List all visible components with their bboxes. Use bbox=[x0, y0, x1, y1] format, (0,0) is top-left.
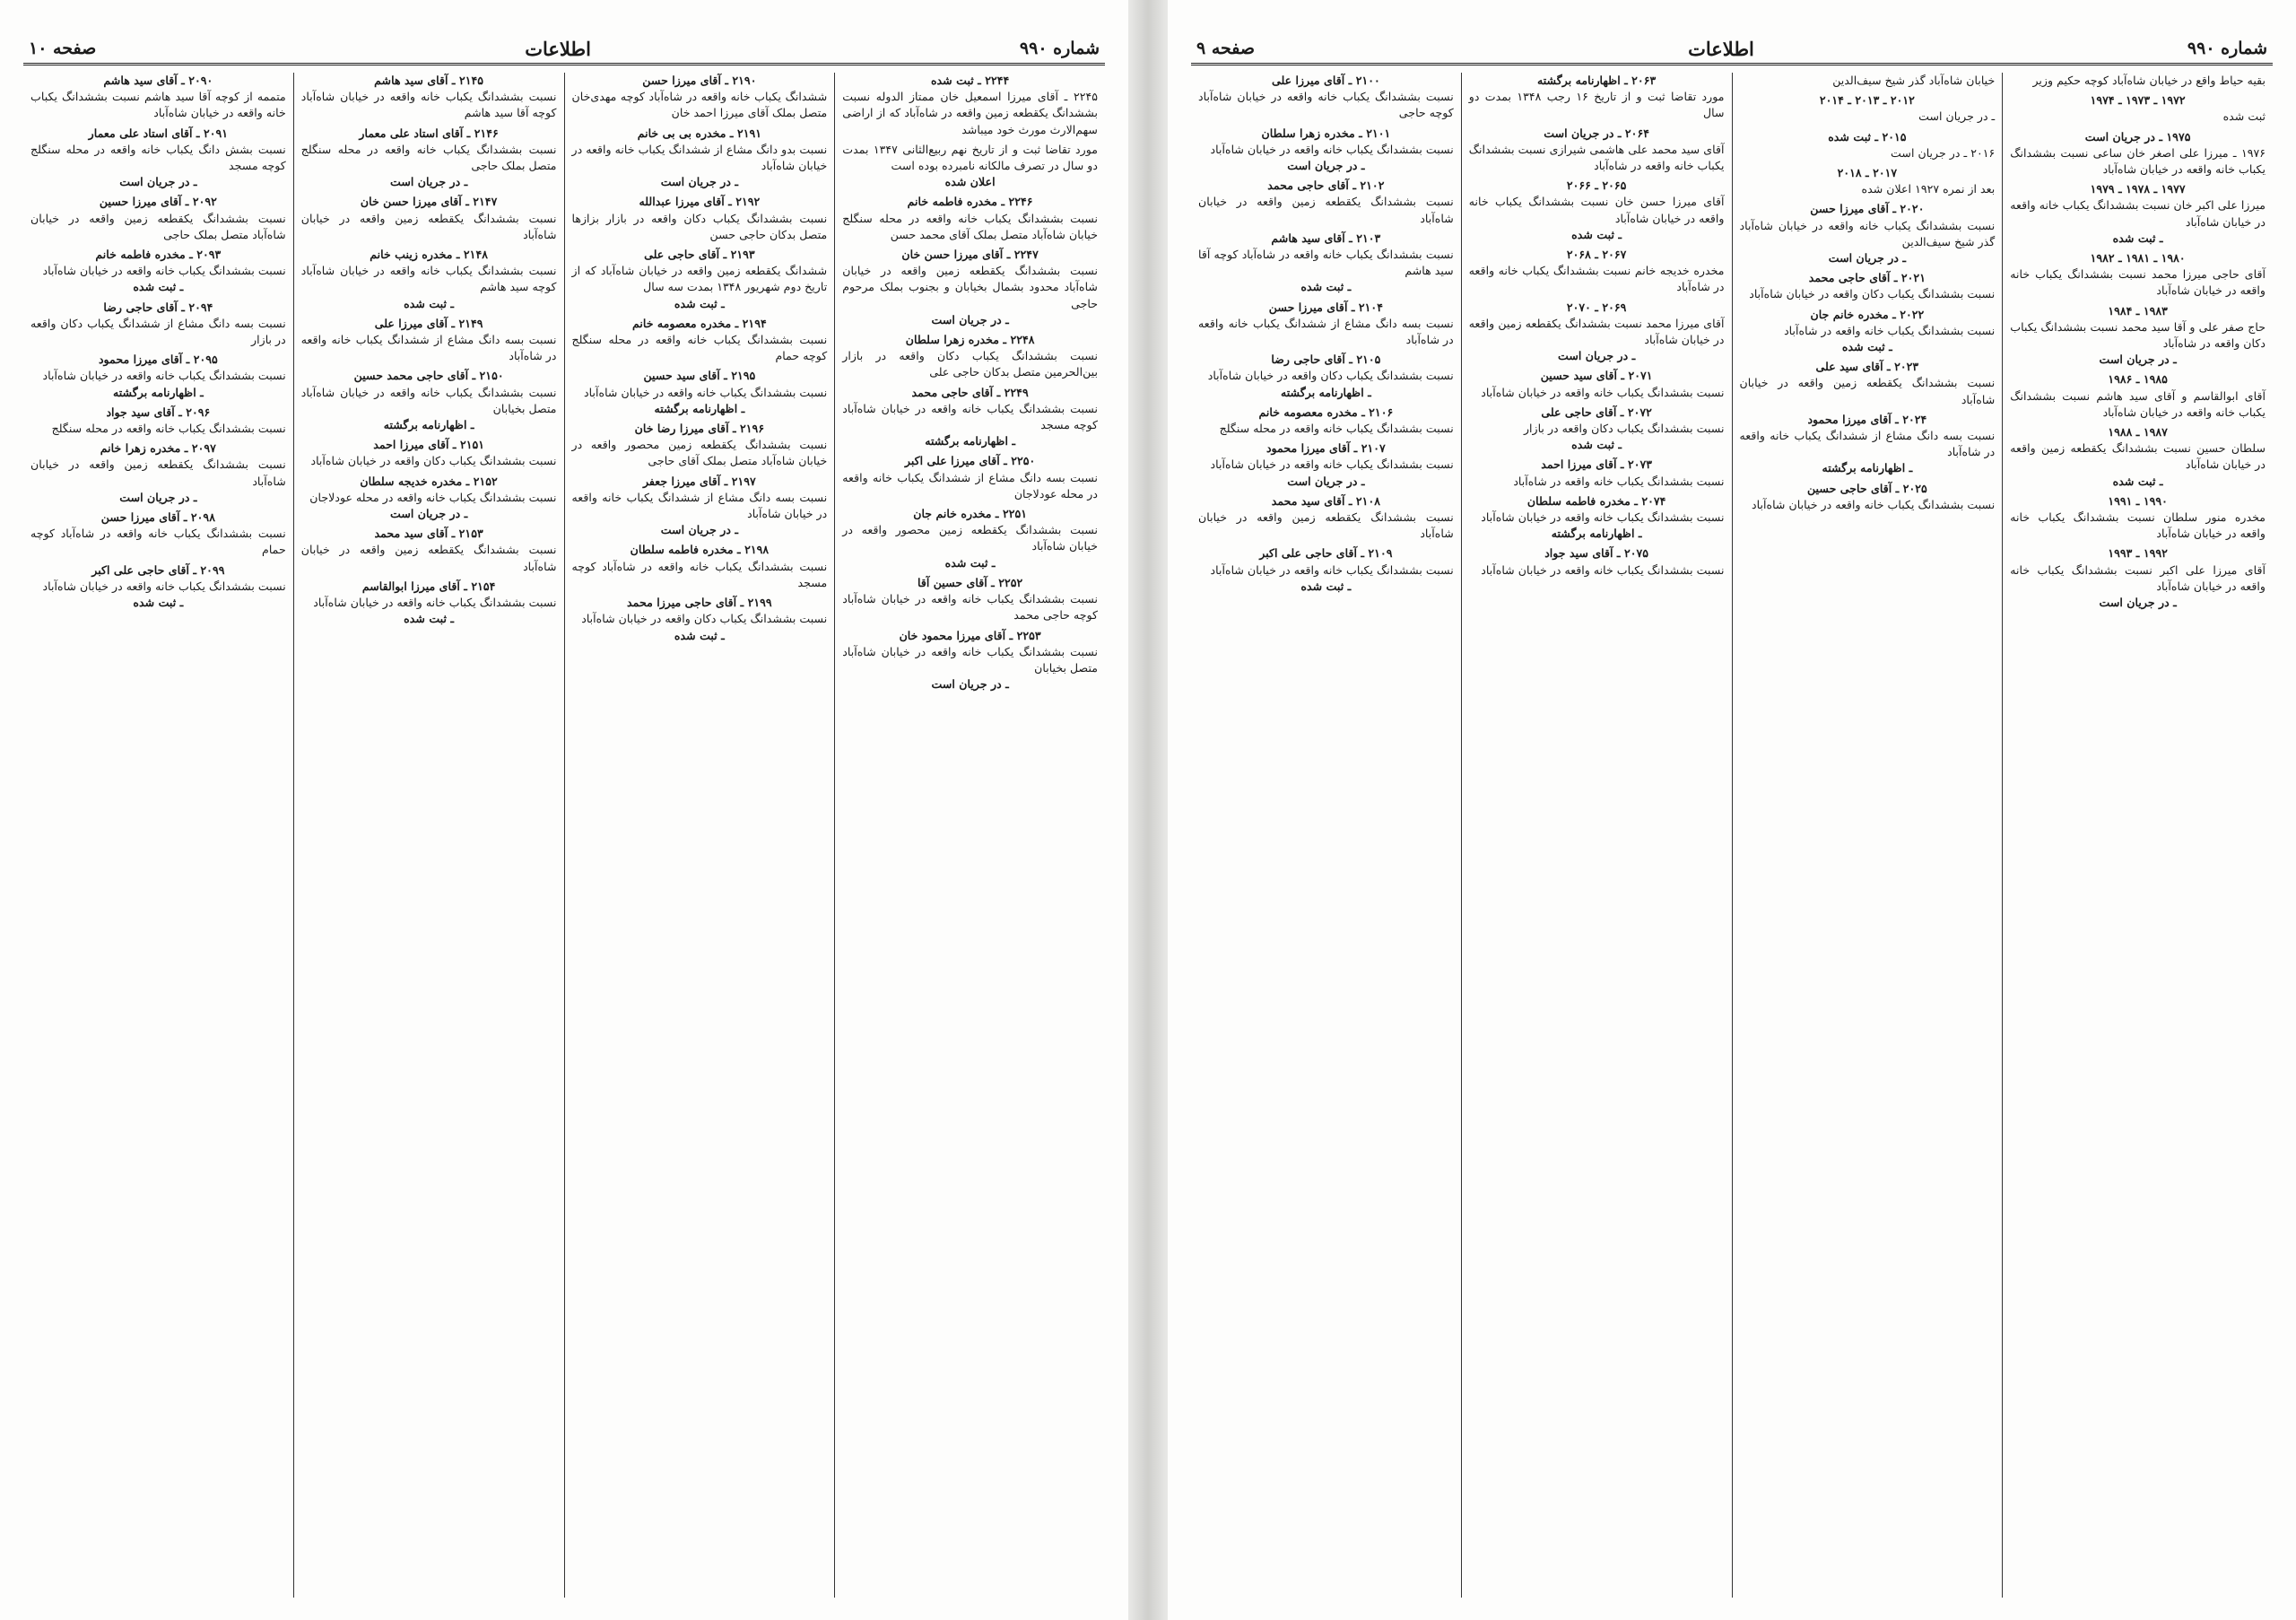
registry-entry bbox=[1740, 165, 1996, 197]
entry-heading: ۲۱۵۴ ـ آقای میرزا ابوالقاسم bbox=[361, 579, 496, 593]
entry-status: ـ اظهارنامه برگشته bbox=[925, 434, 1016, 449]
entry-heading: ۲۲۵۲ ـ آقای حسین آقا bbox=[917, 575, 1023, 589]
entry-heading: ۲۰۷۳ ـ آقای میرزا احمد bbox=[1541, 457, 1652, 472]
entry-body: نسبت بششدانگ یکقطعه زمین واقعه در خیابان شاه‌آباد bbox=[300, 543, 557, 573]
entry-heading: ۲۲۴۶ ـ مخدره فاطمه خانم bbox=[907, 195, 1033, 209]
entry-heading: ۲۱۵۲ ـ مخدره خدیجه سلطان bbox=[360, 474, 498, 488]
entry-heading: ۲۱۹۱ ـ مخدره بی بی خانم bbox=[637, 126, 762, 140]
entry-body: ششدانگ یکقطعه زمین واقعه در خیابان شاه‌آباد که از تاریخ دوم شهریور ۱۳۴۸ بمدت سه سال bbox=[571, 264, 828, 294]
entry-heading: ۲۱۹۳ ـ آقای حاجی علی bbox=[644, 248, 755, 262]
registry-entry bbox=[1740, 359, 1996, 408]
entry-body: نسبت بششدانگ یکباب خانه واقعه در شاه‌آباد bbox=[1513, 474, 1725, 488]
entry-body: نسبت بسه دانگ مشاع از ششدانگ یکباب خانه واقعه در خیابان شاه‌آباد bbox=[571, 490, 828, 521]
registry-entry bbox=[30, 126, 286, 191]
entry-body: مخدره منور سلطان نسبت بششدانگ یکباب خانه واقعه در خیابان شاه‌آباد bbox=[2010, 510, 2266, 541]
entry-heading: ۲۲۵۳ ـ آقای میرزا محمود خان bbox=[899, 628, 1041, 642]
right-page bbox=[1168, 0, 2296, 1620]
entry-body: نسبت بسه دانگ مشاع از ششدانگ یکباب خانه واقعه در شاه‌آباد bbox=[300, 333, 557, 363]
entry-body: آقای حاجی میرزا محمد نسبت بششدانگ یکباب خانه واقعه در خیابان شاه‌آباد bbox=[2010, 267, 2266, 298]
registry-entry bbox=[30, 510, 286, 559]
entry-status: ـ در جریان است bbox=[931, 312, 1009, 327]
text-column bbox=[1461, 73, 1732, 1598]
entry-body: میرزا علی اکبر خان نسبت بششدانگ یکباب خانه واقعه در خیابان شاه‌آباد bbox=[2010, 198, 2266, 229]
entry-body: نسبت بششدانگ یکباب خانه واقعه در خیابان شاه‌آباد bbox=[1481, 562, 1725, 577]
entry-body: بعد از نمره ۱۹۲۷ اعلان شده bbox=[1861, 182, 1996, 196]
entry-body: نسبت بششدانگ یکباب خانه واقعه در خیابان شاه‌آباد bbox=[1481, 510, 1725, 525]
entry-heading: ۲۱۰۶ ـ مخدره معصومه خانم bbox=[1258, 405, 1394, 419]
registry-entry bbox=[30, 562, 286, 612]
registry-entry bbox=[1198, 405, 1454, 437]
entry-heading: ۱۹۷۵ ـ در جریان است bbox=[2084, 129, 2191, 144]
entry-status: ـ ثبت شده bbox=[133, 596, 184, 610]
entry-status: ـ در جریان است bbox=[2099, 353, 2177, 367]
entry-heading: ۲۰۹۲ ـ آقای میرزا حسین bbox=[99, 195, 217, 209]
entry-body: نسبت بششدانگ یکباب خانه واقعه در خیابان شاه‌آباد کوچه سید هاشم bbox=[300, 264, 557, 294]
entry-heading: ۲۲۴۷ ـ آقای میرزا حسن خان bbox=[901, 248, 1039, 262]
entry-heading: ۲۰۷۲ ـ آقای حاجی علی bbox=[1541, 405, 1652, 419]
registry-entry bbox=[1740, 73, 1996, 89]
text-column bbox=[1732, 73, 2003, 1598]
entry-heading: ۲۰۶۹ ـ ۲۰۷۰ bbox=[1566, 300, 1627, 314]
entry-status: ـ در جریان است bbox=[119, 490, 197, 504]
entry-body: نسبت بششدانگ یکباب دکان واقعه در خیابان شاه‌آباد bbox=[1749, 287, 1996, 301]
page-header bbox=[23, 36, 1105, 65]
entry-body: ششدانگ یکباب خانه واقعه در شاه‌آباد کوچه مهدی‌خان متصل بملک آقای میرزا احمد خان bbox=[571, 90, 828, 120]
entry-body: نسبت بششدانگ یکباب خانه واقعه در شاه‌آباد کوچه آقا سید هاشم bbox=[1198, 248, 1454, 278]
entry-body: نسبت بششدانگ یکباب خانه واقعه در محله سنگلج کوچه حمام bbox=[571, 333, 828, 363]
entry-heading: ۱۹۹۲ ـ ۱۹۹۳ bbox=[2108, 546, 2168, 561]
registry-entry bbox=[301, 437, 557, 469]
text-column bbox=[834, 73, 1105, 1598]
entry-body: نسبت بششدانگ یکباب خانه واقعه در خیابان شاه‌آباد کوچه حاجی bbox=[1198, 90, 1454, 120]
entry-body: ۱۹۷۶ ـ میرزا علی اصغر خان ساعی نسبت بششدانگ یکباب خانه واقعه در خیابان شاه‌آباد bbox=[2010, 145, 2266, 177]
entry-body: نسبت بششدانگ یکقطعه زمین واقعه در خیابان شاه‌آباد bbox=[30, 457, 286, 488]
entry-heading: ۱۹۸۵ ـ ۱۹۸۶ bbox=[2108, 372, 2168, 387]
registry-entry bbox=[1740, 201, 1996, 266]
registry-entry bbox=[30, 300, 286, 349]
entry-status: ـ ثبت شده bbox=[404, 296, 455, 310]
entry-body: نسبت بششدانگ یکقطعه زمین واقعه در خیابان شاه‌آباد متصل بملک حاجی bbox=[30, 211, 286, 241]
entry-body: نسبت بششدانگ یکباب خانه واقعه در خیابان شاه‌آباد bbox=[584, 385, 828, 399]
entry-body: نسبت بششدانگ یکقطعه زمین واقعه در خیابان شاه‌آباد bbox=[300, 211, 557, 241]
entry-status: ـ ثبت شده bbox=[1571, 227, 1622, 241]
registry-entry bbox=[2010, 371, 2266, 421]
registry-entry bbox=[572, 247, 828, 312]
entry-heading: ۲۱۰۲ ـ آقای حاجی محمد bbox=[1267, 179, 1385, 193]
registry-entry bbox=[301, 368, 557, 433]
entry-body: خیابان شاه‌آباد گذر شیخ سیف‌الدین bbox=[1832, 74, 1996, 87]
entry-status: ـ ثبت شده bbox=[1571, 438, 1622, 452]
registry-entry bbox=[842, 575, 1098, 624]
entry-status: ـ در جریان است bbox=[1557, 349, 1636, 363]
registry-entry bbox=[842, 142, 1098, 191]
registry-entry bbox=[842, 628, 1098, 693]
issue-number: شماره ۹۹۰ bbox=[2187, 39, 2267, 58]
registry-entry bbox=[1198, 440, 1454, 490]
registry-entry bbox=[2010, 424, 2266, 490]
entry-heading: ۲۰۹۳ ـ مخدره فاطمه خانم bbox=[95, 248, 222, 262]
entry-heading: ۲۱۰۹ ـ آقای حاجی علی اکبر bbox=[1259, 546, 1393, 561]
entry-body: نسبت بششدانگ یکباب خانه واقعه در شاه‌آباد bbox=[1784, 323, 1996, 337]
entry-heading: ۲۱۵۱ ـ آقای میرزا احمد bbox=[373, 438, 484, 452]
entry-body: نسبت بششدانگ یکقطعه زمین واقعه در خیابان شاه‌آباد bbox=[1739, 376, 1996, 406]
registry-entry bbox=[1740, 307, 1996, 356]
registry-entry bbox=[842, 73, 1098, 138]
column-group bbox=[23, 73, 1105, 1598]
entry-heading: ۲۰۹۵ ـ آقای میرزا محمود bbox=[98, 353, 218, 367]
entry-heading: ۱۹۹۰ ـ ۱۹۹۱ bbox=[2108, 493, 2168, 508]
entry-heading: ۱۹۸۷ ـ ۱۹۸۸ bbox=[2108, 425, 2168, 440]
entry-body: نسبت بششدانگ یکقطعه زمین واقعه در خیابان شاه‌آباد bbox=[1198, 510, 1454, 541]
registry-entry bbox=[301, 316, 557, 365]
entry-body: نسبت بسه دانگ مشاع از ششدانگ یکباب خانه واقعه در محله عودلاجان bbox=[842, 470, 1098, 501]
entry-heading: ۲۰۱۲ ـ ۲۰۱۳ ـ ۲۰۱۴ bbox=[1819, 93, 1915, 108]
registry-entry bbox=[572, 194, 828, 243]
entry-body: نسبت بششدانگ یکباب دکان واقعه در بازار بزازها متصل بدکان حاجی حسن bbox=[571, 211, 828, 241]
registry-entry bbox=[1469, 457, 1725, 489]
registry-entry bbox=[1198, 231, 1454, 296]
entry-heading: ۲۱۴۷ ـ آقای میرزا حسن خان bbox=[360, 195, 498, 209]
registry-entry bbox=[1198, 178, 1454, 227]
text-column bbox=[293, 73, 564, 1598]
page-fold bbox=[1128, 0, 1168, 1620]
entry-heading: ۲۰۹۹ ـ آقای حاجی علی اکبر bbox=[91, 562, 225, 577]
entry-body: نسبت بششدانگ یکقطعه زمین واقعه در خیابان شاه‌آباد bbox=[1198, 195, 1454, 225]
registry-entry bbox=[301, 126, 557, 191]
entry-body: نسبت بدو دانگ مشاع از ششدانگ یکباب خانه واقعه در خیابان شاه‌آباد bbox=[571, 142, 828, 173]
entry-status: ـ در جریان است bbox=[931, 677, 1009, 692]
registry-entry bbox=[1469, 126, 1725, 175]
entry-status: ـ اظهارنامه برگشته bbox=[112, 385, 204, 399]
entry-body: نسبت بششدانگ یکباب خانه واقعه در خیابان شاه‌آباد bbox=[42, 369, 286, 383]
entry-heading: ۲۱۴۶ ـ آقای استاد علی معمار bbox=[359, 126, 499, 140]
page-number: صفحه ۹ bbox=[1196, 39, 1256, 58]
entry-heading: ۲۱۵۳ ـ آقای سید محمد bbox=[374, 527, 483, 541]
registry-entry bbox=[842, 247, 1098, 328]
registry-entry bbox=[572, 316, 828, 365]
entry-body: نسبت بششدانگ یکباب خانه واقعه در خیابان شاه‌آباد bbox=[1752, 497, 1996, 511]
entry-body: ـ در جریان است bbox=[1918, 109, 1996, 124]
registry-entry bbox=[2010, 250, 2266, 300]
entry-body: نسبت بششدانگ یکباب خانه واقعه در خیابان شاه‌آباد bbox=[313, 596, 557, 610]
registry-entry bbox=[30, 440, 286, 506]
registry-entry bbox=[2010, 73, 2266, 89]
entry-body: ثبت شده bbox=[2222, 109, 2266, 124]
entry-body: نسبت بششدانگ یکباب خانه واقعه در شاه‌آباد کوچه حمام bbox=[30, 527, 286, 557]
registry-entry bbox=[1469, 368, 1725, 400]
entry-status: ـ ثبت شده bbox=[674, 296, 725, 310]
entry-status: ـ اظهارنامه برگشته bbox=[1280, 385, 1371, 399]
registry-entry bbox=[30, 194, 286, 243]
registry-entry bbox=[301, 73, 557, 122]
entry-body: نسبت بششدانگ یکباب خانه واقعه در محله عودلاجان bbox=[309, 490, 557, 504]
registry-entry bbox=[842, 385, 1098, 450]
entry-status: ـ ثبت شده bbox=[674, 628, 725, 642]
entry-body: نسبت بششدانگ یکباب دکان واقعه در بازار bbox=[1523, 422, 1725, 436]
entry-heading: ۲۰۹۱ ـ آقای استاد علی معمار bbox=[88, 126, 229, 140]
entry-heading: ۲۱۴۹ ـ آقای میرزا علی bbox=[374, 316, 483, 330]
entry-heading: ۱۹۷۷ ـ ۱۹۷۸ ـ ۱۹۷۹ bbox=[2090, 182, 2186, 196]
registry-entry bbox=[30, 73, 286, 122]
registry-entry bbox=[1198, 73, 1454, 122]
entry-heading: ۲۰۶۴ ـ در جریان است bbox=[1544, 126, 1649, 140]
entry-heading: ۲۰۹۰ ـ آقای سید هاشم bbox=[103, 74, 213, 87]
registry-entry bbox=[572, 368, 828, 417]
entry-heading: ۲۲۴۸ ـ مخدره زهرا سلطان bbox=[905, 333, 1035, 347]
entry-body: نسبت بششدانگ یکباب خانه واقعه در خیابان شاه‌آباد متصل بخیابان bbox=[842, 644, 1098, 675]
entry-heading: ۱۹۸۰ ـ ۱۹۸۱ ـ ۱۹۸۲ bbox=[2090, 251, 2186, 266]
entry-heading: ۲۰۷۴ ـ مخدره فاطمه سلطان bbox=[1526, 493, 1666, 508]
registry-entry bbox=[301, 194, 557, 243]
entry-body: نسبت بششدانگ یکباب خانه واقعه در محله سنگلج bbox=[1219, 422, 1454, 436]
entry-status: ـ در جریان است bbox=[389, 175, 468, 189]
entry-body: نسبت بششدانگ یکقطعه زمین محصور واقعه در خیابان شاه‌آباد متصل بملک آقای حاجی bbox=[571, 438, 828, 468]
entry-body: بقیه حیاط واقع در خیابان شاه‌آباد کوچه حکیم وزیر bbox=[2032, 74, 2266, 87]
entry-heading: ۲۰۶۳ ـ اظهارنامه برگشته bbox=[1537, 74, 1657, 87]
registry-entry bbox=[572, 474, 828, 539]
entry-heading: ۲۰۹۴ ـ آقای حاجی رضا bbox=[103, 300, 213, 314]
entry-heading: ۲۱۹۷ ـ آقای میرزا جعفر bbox=[642, 474, 756, 488]
entry-status: ـ ثبت شده bbox=[1300, 280, 1352, 294]
entry-heading: ۲۱۹۹ ـ آقای حاجی میرزا محمد bbox=[627, 596, 772, 610]
entry-heading: ۲۱۰۳ ـ آقای سید هاشم bbox=[1271, 231, 1381, 245]
entry-heading: ۲۱۹۸ ـ مخدره فاطمه سلطان bbox=[630, 543, 770, 557]
registry-entry bbox=[1740, 129, 1996, 161]
entry-heading: ۲۱۰۷ ـ آقای میرزا محمود bbox=[1265, 441, 1386, 456]
entry-heading: ۲۱۰۴ ـ آقای میرزا حسن bbox=[1268, 300, 1383, 314]
entry-body: نسبت بسه دانگ مشاع از ششدانگ یکباب خانه واقعه در شاه‌آباد bbox=[1198, 316, 1454, 347]
entry-status: ـ در جریان است bbox=[389, 507, 468, 521]
registry-entry bbox=[842, 332, 1098, 381]
registry-entry bbox=[1740, 270, 1996, 302]
entry-heading: ۲۲۵۱ ـ مخدره خانم جان bbox=[913, 507, 1028, 521]
entry-body: نسبت بششدانگ یکباب خانه واقعه در محله سنگلج متصل بملک حاجی bbox=[300, 142, 557, 173]
entry-body: نسبت بششدانگ یکباب خانه واقعه در محله سنگلج خیابان شاه‌آباد متصل بملک آقای محمد حسن bbox=[842, 211, 1098, 241]
entry-heading: ۲۰۶۷ ـ ۲۰۶۸ bbox=[1566, 248, 1627, 262]
entry-status: ـ ثبت شده bbox=[404, 612, 455, 626]
entry-status: اعلان شده bbox=[944, 175, 996, 189]
entry-body: نسبت بششدانگ یکباب خانه واقعه در خیابان شاه‌آباد گذر شیخ سیف‌الدین bbox=[1739, 218, 1996, 248]
registry-entry bbox=[1198, 352, 1454, 401]
registry-entry bbox=[572, 421, 828, 470]
entry-body: نسبت بششدانگ یکباب خانه واقعه در خیابان شاه‌آباد bbox=[1210, 457, 1454, 472]
entry-heading: ۲۱۹۰ ـ آقای میرزا حسن bbox=[642, 74, 757, 87]
entry-heading: ۲۱۹۵ ـ آقای سید حسین bbox=[643, 369, 756, 383]
entry-body: نسبت بششدانگ یکباب دکان واقعه در خیابان شاه‌آباد bbox=[310, 454, 557, 468]
entry-body: نسبت بششدانگ یکباب خانه واقعه در خیابان شاه‌آباد کوچه آقا سید هاشم bbox=[300, 90, 557, 120]
text-column bbox=[23, 73, 293, 1598]
registry-entry bbox=[301, 474, 557, 523]
registry-entry bbox=[2010, 181, 2266, 247]
entry-status: ـ اظهارنامه برگشته bbox=[1822, 461, 1913, 475]
entry-status: ـ در جریان است bbox=[1287, 474, 1365, 488]
entry-heading: ۲۰۹۷ ـ مخدره زهرا خانم bbox=[100, 441, 216, 456]
registry-entry bbox=[2010, 493, 2266, 543]
registry-entry bbox=[1740, 412, 1996, 477]
left-page bbox=[0, 0, 1128, 1620]
entry-heading: ۲۲۴۴ ـ ثبت شده bbox=[930, 74, 1010, 87]
registry-entry bbox=[30, 247, 286, 296]
newspaper-title: اطلاعات bbox=[1688, 37, 1754, 60]
registry-entry bbox=[842, 194, 1098, 243]
entry-heading: ۲۰۲۵ ـ آقای حاجی حسین bbox=[1806, 481, 1927, 495]
entry-heading: ۲۱۰۵ ـ آقای حاجی رضا bbox=[1271, 353, 1381, 367]
entry-body: سلطان حسین نسبت بششدانگ یکقطعه زمین واقعه در خیابان شاه‌آباد bbox=[2010, 441, 2266, 472]
entry-body: مورد تقاضا ثبت و از تاریخ ۱۶ رجب ۱۳۴۸ بمدت دو سال bbox=[1468, 90, 1725, 120]
entry-body: نسبت بششدانگ یکباب خانه واقعه در خیابان شاه‌آباد bbox=[1210, 142, 1454, 156]
registry-entry bbox=[1469, 405, 1725, 454]
entry-body: نسبت بسه دانگ مشاع از ششدانگ یکباب خانه واقعه در شاه‌آباد bbox=[1739, 429, 1996, 459]
entry-heading: ۲۰۹۶ ـ آقای سید جواد bbox=[106, 405, 211, 419]
entry-status: ـ در جریان است bbox=[119, 175, 197, 189]
registry-entry bbox=[30, 352, 286, 401]
entry-body: مخدره خدیجه خانم نسبت بششدانگ یکباب خانه واقعه در شاه‌آباد bbox=[1468, 264, 1725, 294]
entry-body: نسبت بششدانگ یکباب خانه واقعه در خیابان شاه‌آباد متصل بخیابان bbox=[300, 385, 557, 415]
entry-body: نسبت بششدانگ یکباب خانه واقعه در خیابان شاه‌آباد bbox=[42, 579, 286, 593]
entry-body: نسبت بششدانگ یکقطعه زمین واقعه در خیابان شاه‌آباد محدود بشمال بخیابان و بجنوب بملک مرحوم حاجی bbox=[842, 264, 1098, 310]
entry-heading: ۲۱۴۵ ـ آقای سید هاشم bbox=[374, 74, 484, 87]
entry-heading: ۲۱۰۸ ـ آقای سید محمد bbox=[1271, 493, 1380, 508]
entry-heading: ۲۰۱۵ ـ ثبت شده bbox=[1828, 129, 1907, 144]
registry-entry bbox=[2010, 92, 2266, 125]
column-group bbox=[1191, 73, 2273, 1598]
entry-status: ـ در جریان است bbox=[1828, 251, 1907, 266]
entry-heading: ۲۱۰۱ ـ مخدره زهرا سلطان bbox=[1261, 126, 1391, 140]
entry-status: ـ در جریان است bbox=[660, 523, 739, 537]
entry-heading: ۲۱۰۰ ـ آقای میرزا علی bbox=[1271, 74, 1380, 87]
entry-body: نسبت بششدانگ یکباب خانه واقعه در خیابان شاه‌آباد کوچه حاجی محمد bbox=[842, 592, 1098, 623]
entry-status: ـ ثبت شده bbox=[133, 280, 184, 294]
registry-entry bbox=[1469, 545, 1725, 578]
registry-entry bbox=[1740, 481, 1996, 513]
registry-entry bbox=[1469, 493, 1725, 543]
entry-body: نسبت بششدانگ یکقطعه زمین محصور واقعه در خیابان شاه‌آباد bbox=[842, 523, 1098, 553]
entry-status: ـ اظهارنامه برگشته bbox=[654, 401, 745, 415]
entry-body: نسبت بششدانگ یکباب خانه واقعه در محله سنگلج bbox=[51, 422, 286, 436]
entry-heading: ۲۰۱۷ ـ ۲۰۱۸ bbox=[1837, 166, 1898, 180]
entry-heading: ۲۲۴۹ ـ آقای حاجی محمد bbox=[911, 385, 1029, 399]
registry-entry bbox=[1198, 300, 1454, 349]
entry-heading: ۲۱۹۴ ـ مخدره معصومه خانم bbox=[632, 316, 767, 330]
entry-status: ـ ثبت شده bbox=[2112, 231, 2163, 245]
entry-body: نسبت بششدانگ یکباب دکان واقعه در خیابان شاه‌آباد bbox=[1207, 369, 1454, 383]
entry-heading: ۲۲۵۰ ـ آقای میرزا علی اکبر bbox=[904, 454, 1036, 468]
entry-heading: ۲۰۹۸ ـ آقای میرزا حسن bbox=[100, 510, 215, 525]
entry-body: آقای ابوالقاسم و آقای سید هاشم نسبت بششدانگ یکباب خانه واقعه در خیابان شاه‌آباد bbox=[2010, 388, 2266, 419]
registry-entry bbox=[301, 247, 557, 312]
entry-status: ـ ثبت شده bbox=[1300, 579, 1352, 593]
entry-body: نسبت بسه دانگ مشاع از ششدانگ یکباب دکان واقعه در بازار bbox=[30, 316, 286, 347]
entry-status: ـ ثبت شده bbox=[944, 555, 996, 570]
entry-body: مورد تقاضا ثبت و از تاریخ نهم ربیع‌الثانی ۱۳۴۷ بمدت دو سال در تصرف مالکانه نامبرده بوده است bbox=[842, 142, 1098, 173]
entry-heading: ۲۰۲۰ ـ آقای میرزا حسن bbox=[1810, 202, 1925, 216]
entry-body: نسبت بششدانگ یکباب خانه واقعه در شاه‌آباد کوچه مسجد bbox=[571, 559, 828, 589]
entry-body: نسبت بششدانگ یکباب خانه واقعه در خیابان شاه‌آباد bbox=[1210, 562, 1454, 577]
entry-status: ـ در جریان است bbox=[2099, 596, 2177, 610]
entry-body: نسبت بششدانگ یکباب دکان واقعه در بازار بین‌الحرمین متصل بدکان حاجی علی bbox=[842, 349, 1098, 379]
registry-entry bbox=[1469, 247, 1725, 296]
entry-heading: ۲۱۴۸ ـ مخدره زینب خانم bbox=[370, 248, 488, 262]
registry-entry bbox=[1198, 126, 1454, 175]
entry-body: ۲۲۴۵ ـ آقای میرزا اسمعیل خان ممتاز الدوله نسبت بششدانگ یکقطعه زمین واقعه در شاه‌آباد که از اراضی سهم‌الارث مورث خود میباشد bbox=[842, 90, 1098, 136]
registry-entry bbox=[842, 453, 1098, 502]
entry-heading: ۲۰۷۱ ـ آقای سید حسین bbox=[1540, 369, 1653, 383]
entry-body: آقای میرزا علی اکبر نسبت بششدانگ یکباب خانه واقعه در خیابان شاه‌آباد bbox=[2010, 562, 2266, 593]
entry-body: نسبت بششدانگ یکباب خانه واقعه در خیابان شاه‌آباد bbox=[42, 264, 286, 278]
text-column bbox=[564, 73, 835, 1598]
entry-heading: ۲۰۶۵ ـ ۲۰۶۶ bbox=[1566, 179, 1627, 193]
registry-entry bbox=[301, 579, 557, 628]
registry-entry bbox=[572, 542, 828, 591]
page-header bbox=[1191, 36, 2273, 65]
newspaper-title: اطلاعات bbox=[525, 37, 591, 60]
entry-heading: ۱۹۸۳ ـ ۱۹۸۴ bbox=[2108, 303, 2168, 318]
registry-entry bbox=[572, 126, 828, 191]
entry-body: نسبت بششدانگ یکباب دکان واقعه در خیابان شاه‌آباد bbox=[581, 612, 828, 626]
page-number: صفحه ۱۰ bbox=[29, 39, 97, 58]
text-column bbox=[1191, 73, 1461, 1598]
registry-entry bbox=[572, 595, 828, 644]
entry-body: متممه از کوچه آقا سید هاشم نسبت بششدانگ یکباب خانه واقعه در خیابان شاه‌آباد bbox=[30, 90, 286, 120]
entry-status: ـ اظهارنامه برگشته bbox=[383, 418, 474, 432]
text-column bbox=[2002, 73, 2273, 1598]
entry-heading: ۱۹۷۲ ـ ۱۹۷۳ ـ ۱۹۷۴ bbox=[2090, 93, 2186, 108]
registry-entry bbox=[1469, 300, 1725, 365]
issue-number: شماره ۹۹۰ bbox=[1019, 39, 1100, 58]
registry-entry bbox=[30, 405, 286, 437]
registry-entry bbox=[1198, 545, 1454, 595]
registry-entry bbox=[1469, 178, 1725, 243]
entry-heading: ۲۰۲۲ ـ مخدره خانم جان bbox=[1810, 307, 1925, 321]
entry-heading: ۲۱۹۶ ـ آقای میرزا رضا خان bbox=[634, 422, 765, 436]
registry-entry bbox=[301, 526, 557, 575]
entry-status: ـ ثبت شده bbox=[1841, 340, 1892, 354]
registry-entry bbox=[1469, 73, 1725, 122]
entry-heading: ۲۰۲۳ ـ آقای سید علی bbox=[1815, 360, 1919, 374]
entry-status: ـ در جریان است bbox=[660, 175, 739, 189]
registry-entry bbox=[842, 506, 1098, 571]
entry-status: ـ اظهارنامه برگشته bbox=[1551, 527, 1642, 541]
entry-status: ـ در جریان است bbox=[1287, 159, 1365, 173]
entry-body: ۲۰۱۶ ـ در جریان است bbox=[1891, 145, 1996, 160]
registry-entry bbox=[2010, 303, 2266, 369]
entry-body: نسبت بششدانگ یکباب خانه واقعه در خیابان شاه‌آباد کوچه مسجد bbox=[842, 401, 1098, 432]
entry-status: ـ ثبت شده bbox=[2112, 474, 2163, 488]
entry-heading: ۲۰۷۵ ـ آقای سید جواد bbox=[1544, 546, 1649, 561]
entry-body: آقای میرزا محمد نسبت بششدانگ یکقطعه زمین واقعه در خیابان شاه‌آباد bbox=[1468, 316, 1725, 347]
entry-body: حاج صفر علی و آقا سید محمد نسبت بششدانگ یکباب دکان واقعه در شاه‌آباد bbox=[2010, 319, 2266, 351]
entry-heading: ۲۱۹۲ ـ آقای میرزا عبدالله bbox=[639, 195, 761, 209]
registry-entry bbox=[1198, 493, 1454, 543]
registry-entry bbox=[572, 73, 828, 122]
registry-entry bbox=[1740, 92, 1996, 125]
registry-entry bbox=[2010, 129, 2266, 179]
entry-body: نسبت بششدانگ یکباب خانه واقعه در خیابان شاه‌آباد bbox=[1481, 385, 1725, 399]
entry-body: آقای سید محمد علی هاشمی شیرازی نسبت بششدانگ یکباب خانه واقعه در شاه‌آباد bbox=[1468, 142, 1725, 173]
entry-heading: ۲۰۲۴ ـ آقای میرزا محمود bbox=[1807, 412, 1927, 426]
entry-body: نسبت بشش دانگ یکباب خانه واقعه در محله سنگلج کوچه مسجد bbox=[30, 142, 286, 173]
registry-entry bbox=[2010, 545, 2266, 611]
entry-heading: ۲۰۲۱ ـ آقای حاجی محمد bbox=[1808, 271, 1926, 285]
entry-body: آقای میرزا حسن خان نسبت بششدانگ یکباب خانه واقعه در خیابان شاه‌آباد bbox=[1468, 195, 1725, 225]
entry-heading: ۲۱۵۰ ـ آقای حاجی محمد حسین bbox=[353, 369, 504, 383]
